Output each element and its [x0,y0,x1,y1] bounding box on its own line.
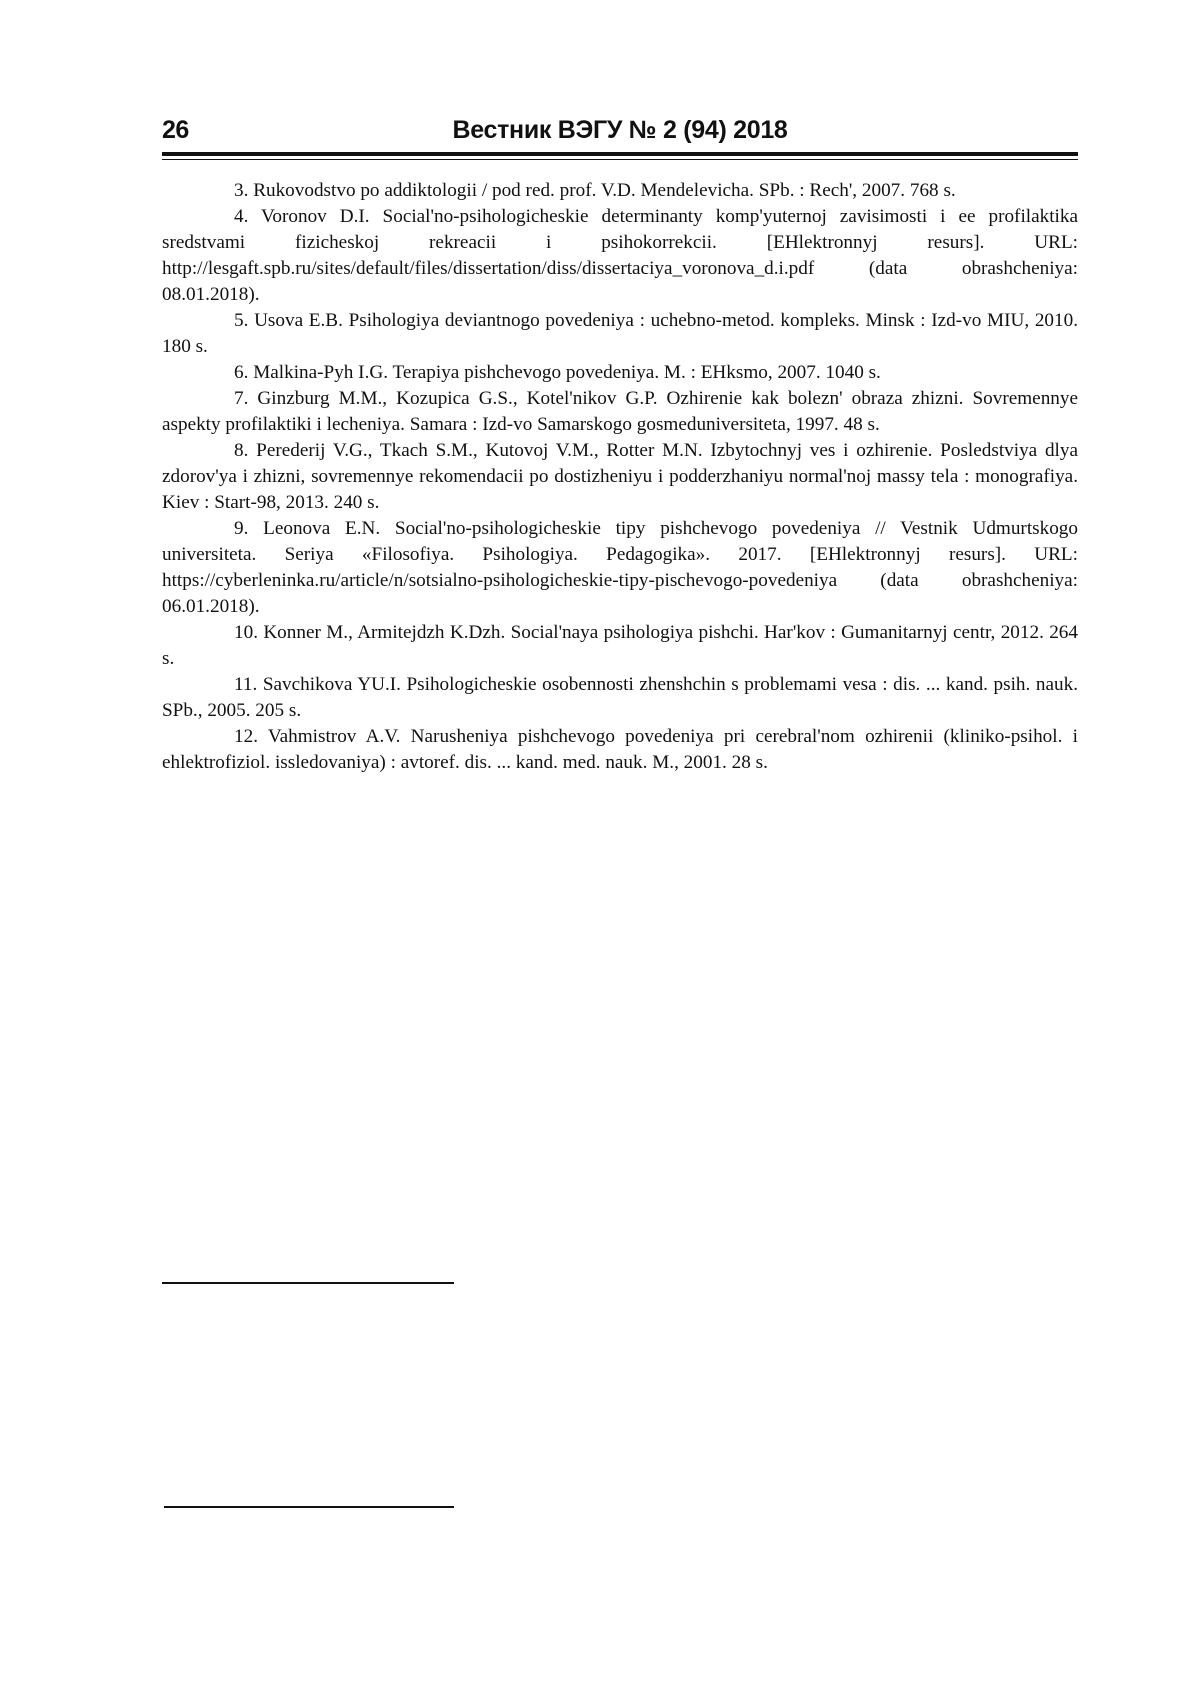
footnote-separator [164,1506,454,1508]
reference-list [162,178,1078,776]
journal-title: Вестник ВЭГУ № 2 (94) 2018 [452,116,788,144]
page-number: 26 [162,116,189,144]
header-rule-thick [162,152,1078,156]
reference-item: 5. Usova E.B. Psihologiya deviantnogo povedeniya : uchebno-metod. kompleks. Minsk : Izd-vo MIU, 2010. 180 s. [162,310,1078,357]
reference-item: 12. Vahmistrov A.V. Narusheniya pishchevogo povedeniya pri cerebral'nom ozhirenii (kliniko-psihol. i ehlektrofiziol. issledovaniya) : avtoref. dis. ... kand. med. nauk. M., 2001. 28 s. [162,726,1078,773]
reference-item: 4. Voronov D.I. Social'no-psihologicheskie determinanty komp'yuternoj zavisimosti i ee profilaktika sredstvami fizicheskoj rekreacii i psihokorrekcii. [EHlektronnyj resurs]. URL: http://lesgaft.spb.ru/sites/default/files/dissertation/diss/dissertaciya_voronova_d.i.pdf (data obrashcheniya: 08.01.2018). [162,206,1078,305]
reference-item: 3. Rukovodstvo po addiktologii / pod red. prof. V.D. Mendelevicha. SPb. : Rech', 2007. 768 s. [234,180,956,201]
header-rule-thin [162,159,1078,160]
reference-item: 9. Leonova E.N. Social'no-psihologicheskie tipy pishchevogo povedeniya // Vestnik Udmurtskogo universiteta. Seriya «Filosofiya. Psihologiya. Pedagogika». 2017. [EHlektronnyj resurs]. URL: https://cyberleninka.ru/article/n/sotsialno-psihologicheskie-tipy-pischevogo-povedeniya (data obrashcheniya: 06.01.2018). [162,518,1078,617]
reference-item: 10. Konner M., Armitejdzh K.Dzh. Social'naya psihologiya pishchi. Har'kov : Gumanitarnyj centr, 2012. 264 s. [162,622,1078,669]
reference-item: 8. Perederij V.G., Tkach S.M., Kutovoj V.M., Rotter M.N. Izbytochnyj ves i ozhirenie. Posledstviya dlya zdorov'ya i zhizni, sovremennye rekomendacii po dostizheniyu i podderzhaniyu normal'noj massy tela : monografiya. Kiev : Start-98, 2013. 240 s. [162,440,1078,513]
reference-item: 11. Savchikova YU.I. Psihologicheskie osobennosti zhenshchin s problemami vesa : dis. ... kand. psih. nauk. SPb., 2005. 205 s. [162,674,1078,721]
running-header [162,116,1078,148]
footnote-separator [162,1282,454,1284]
reference-item: 7. Ginzburg M.M., Kozupica G.S., Kotel'nikov G.P. Ozhirenie kak bolezn' obraza zhizni. Sovremennye aspekty profilaktiki i lecheniya. Samara : Izd-vo Samarskogo gosmeduniversiteta, 1997. 48 s. [162,388,1078,435]
reference-item: 6. Malkina-Pyh I.G. Terapiya pishchevogo povedeniya. M. : EHksmo, 2007. 1040 s. [234,362,881,383]
